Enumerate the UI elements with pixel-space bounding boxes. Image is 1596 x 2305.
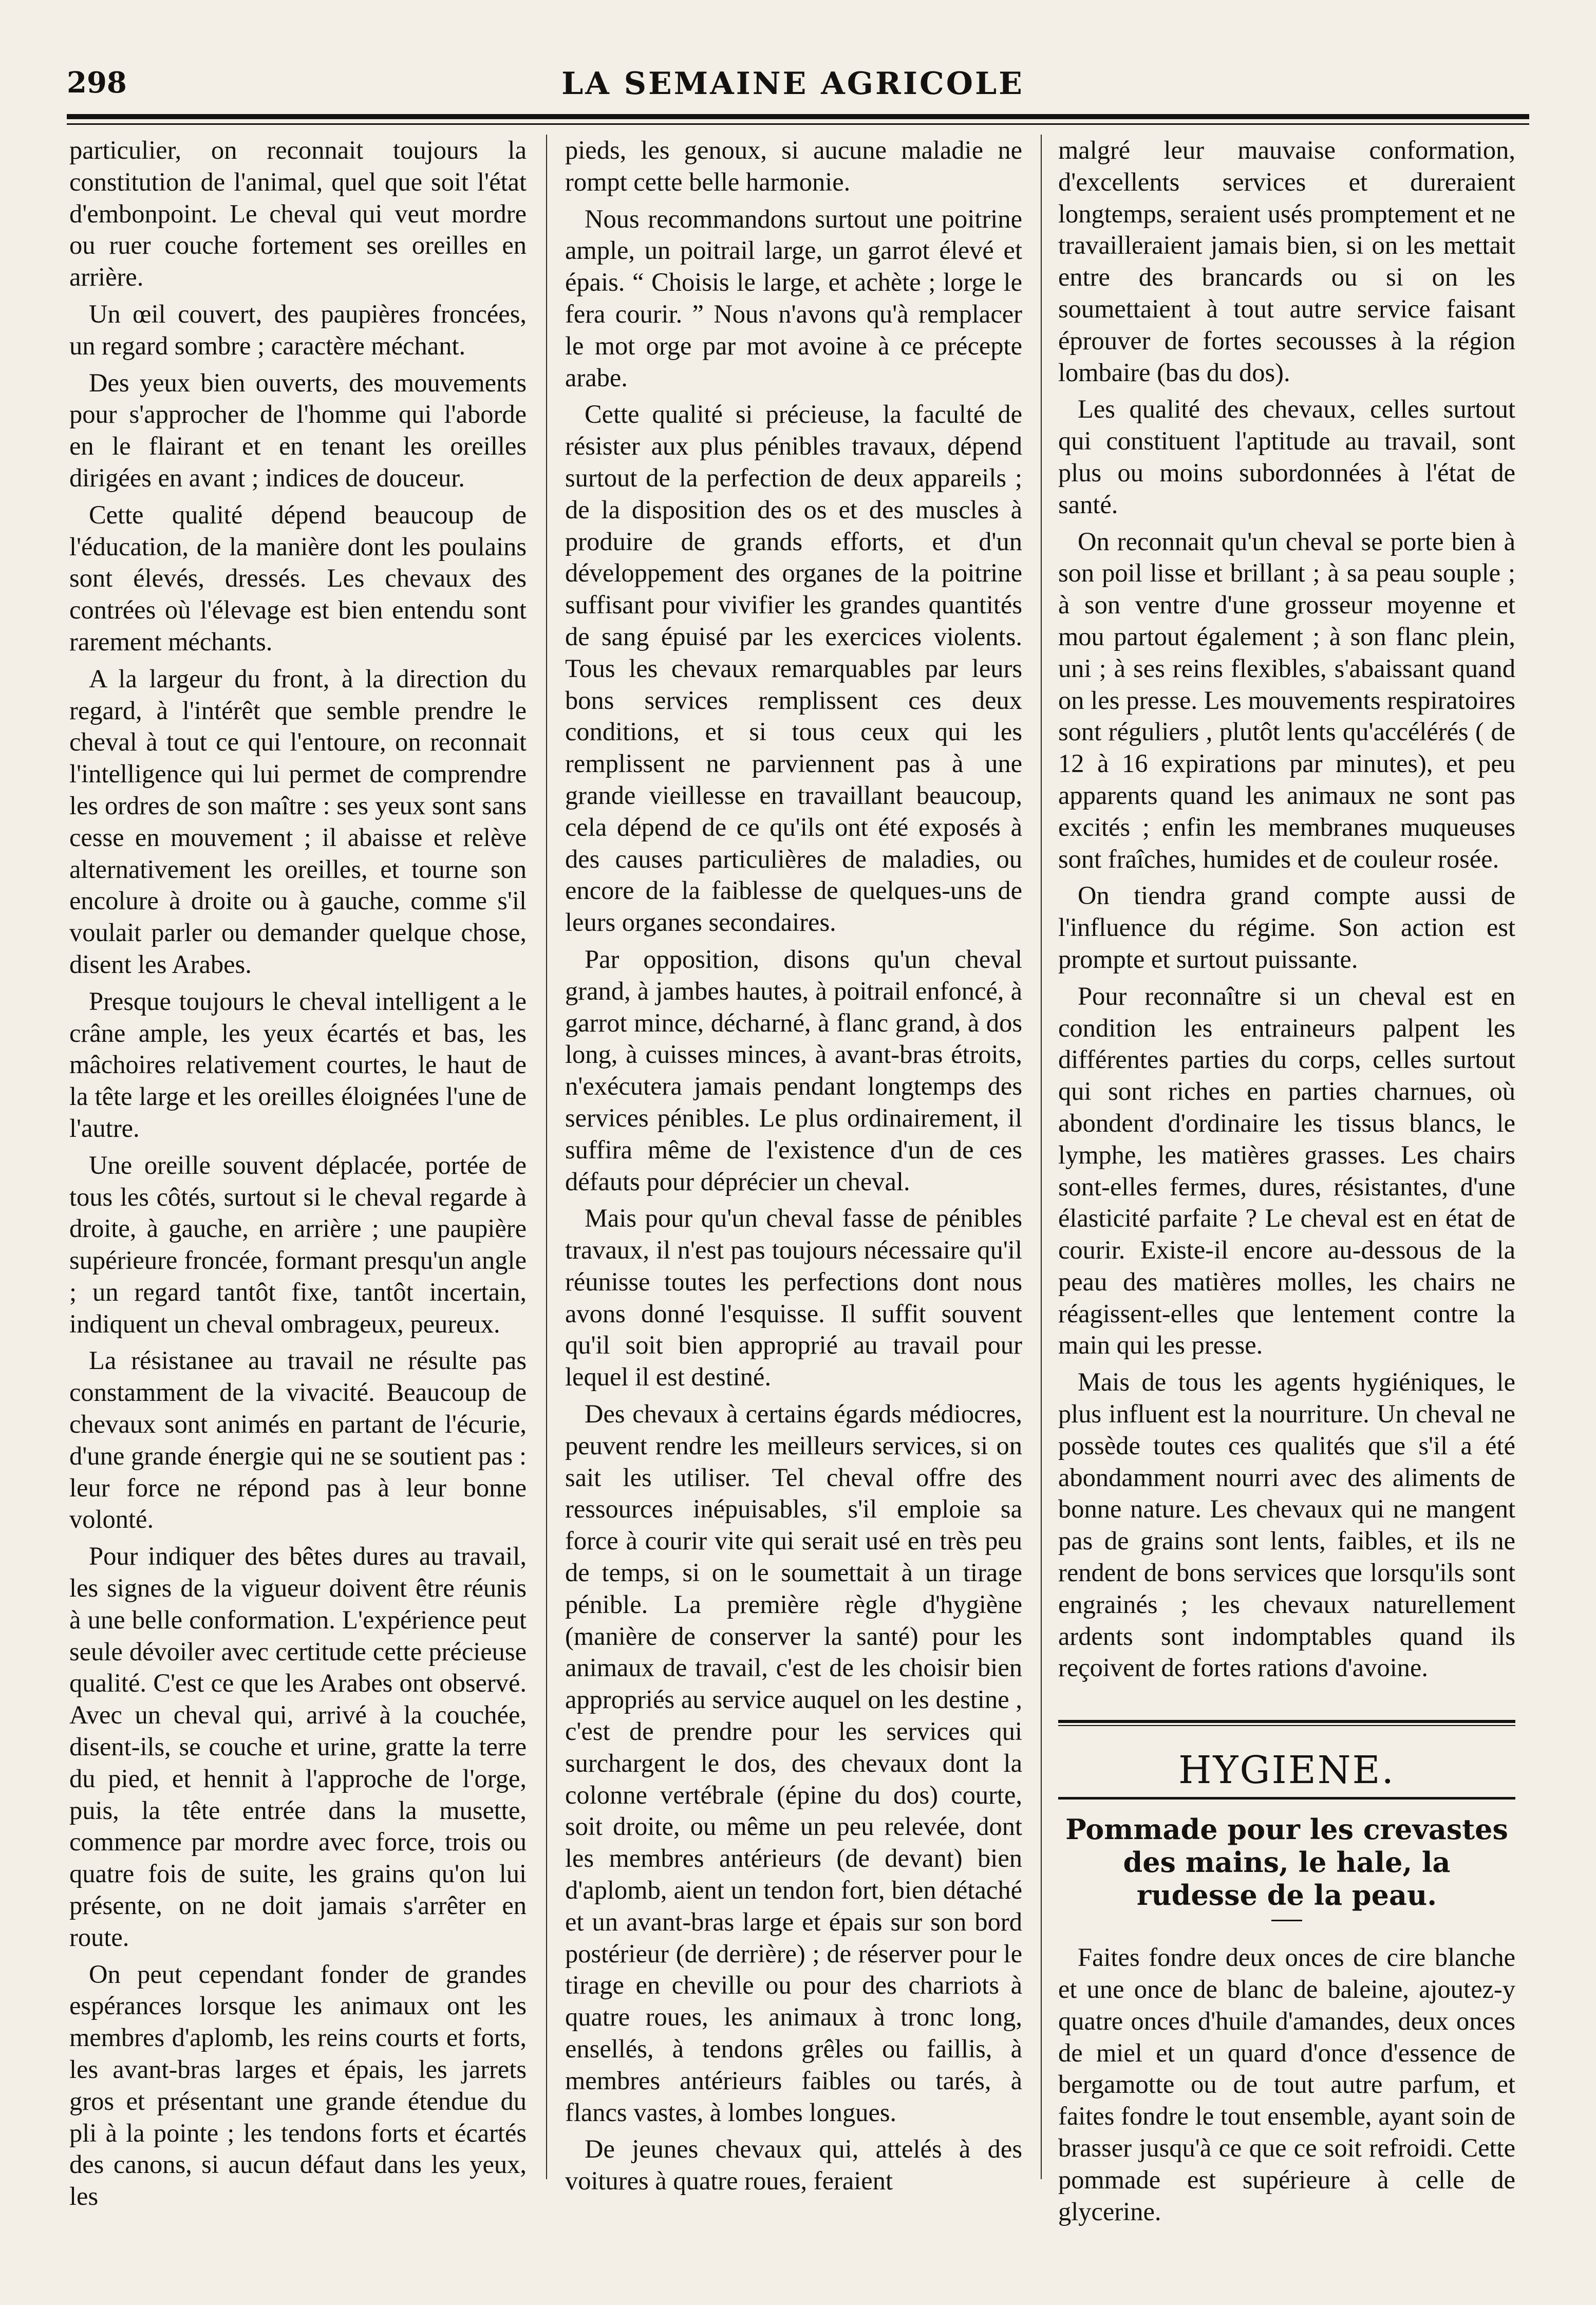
section-rule bbox=[1058, 1725, 1515, 1726]
paragraph: Un œil couvert, des paupières froncées, un regard sombre ; caractère méchant. bbox=[69, 299, 527, 360]
column-3 bbox=[1058, 135, 1515, 2226]
section-rule bbox=[1058, 1797, 1515, 1800]
recipe-title: Pommade pour les crevastes des mains, le hale, la rudesse de la peau. bbox=[1065, 1813, 1508, 1912]
running-head bbox=[67, 66, 1519, 107]
paragraph: On reconnait qu'un cheval se porte bien à son poil lisse et brillant ; à sa peau souple ; à son ventre d'une grosseur moyenne et mou partout également ; à son flanc plein, uni ; à ses reins flexibles, s'abaissant quand on les presse. Les mouvements respiratoires sont réguliers , plutôt lents qu'accélérés ( de 12 à 16 expirations par minutes), et peu apparents quand les animaux ne sont pas excités ; enfin les membranes muqueuses sont fraîches, humides et de couleur rosée. bbox=[1058, 527, 1515, 873]
paragraph: La résistanee au travail ne résulte pas constamment de la vivacité. Beaucoup de chevaux sont animés en partant de l'écurie, d'une grande énergie qui ne se soutient pas : leur force ne répond pas à leur bonne volonté. bbox=[69, 1346, 527, 1534]
paragraph: De jeunes chevaux qui, attelés à des voitures à quatre roues, feraient bbox=[565, 2134, 1022, 2196]
paragraph: pieds, les genoux, si aucune maladie ne rompt cette belle harmonie. bbox=[565, 136, 1022, 196]
journal-title: LA SEMAINE AGRICOLE bbox=[561, 66, 1024, 102]
paragraph: A la largeur du front, à la direction du regard, à l'intérêt que semble prendre le cheval à tout ce qui l'entoure, on reconnait l'intelligence qui lui permet de comprendre les ordres de son maître : ses yeux sont sans cesse en mouvement ; il abaisse et relève alternativement les oreilles, et tourne son encolure à droite ou à gauche, comme s'il voulait parler ou demander quelque chose, disent les Arabes. bbox=[69, 664, 527, 979]
paragraph: On tiendra grand compte aussi de l'influence du régime. Son action est prompte et surtout puissante. bbox=[1058, 881, 1515, 973]
paragraph: Les qualité des chevaux, celles surtout qui constituent l'aptitude au travail, sont plus ou moins subordonnées à l'état de santé. bbox=[1058, 395, 1515, 519]
page-number: 298 bbox=[67, 66, 127, 100]
paragraph: Pour reconnaître si un cheval est en condition les entraineurs palpent les différentes parties du corps, celles surtout qui sont riches en parties charnues, où abondent d'ordinaire les tissus blancs, le lymphe, les matières grasses. Les chairs sont-elles fermes, dures, résistantes, d'une élasticité parfaite ? Le cheval est en état de courir. Existe-il encore au-dessous de la peau des matières molles, les chairs ne réagissent-elles que lentement contre la main qui les presse. bbox=[1058, 981, 1515, 1360]
section-rule bbox=[1058, 1720, 1515, 1723]
column-2 bbox=[565, 135, 1022, 2196]
paragraph: Mais de tous les agents hygiéniques, le plus influent est la nourriture. Un cheval ne possède toutes ces qualités que s'il a été abondamment nourri avec des aliments de bonne nature. Les chevaux qui ne mangent pas de grains sont lents, faibles, et ils ne rendent de bons services que lorsqu'ils sont engrainés ; les chevaux naturellement ardents sont indomptables quand ils reçoivent de fortes rations d'avoine. bbox=[1058, 1367, 1515, 1682]
column-1 bbox=[69, 135, 527, 2211]
paragraph: malgré leur mauvaise conformation, d'excellents services et dureraient longtemps, seraient usés promptement et ne travailleraient jamais bien, si on les mettait entre des brancards ou si on les soumettaient à tout autre service faisant éprouver de fortes secousses à la région lombaire (bas du dos). bbox=[1058, 136, 1515, 387]
section-title-hygiene: HYGIENE. bbox=[1178, 1748, 1396, 1793]
paragraph: On peut cependant fonder de grandes espérances lorsque les animaux ont les membres d'aplomb, les reins courts et forts, les avant-bras larges et épais, les jarrets gros et présentant une grande étendue du pli à la pointe ; les tendons forts et écartés des canons, si aucun défaut dans les yeux, les bbox=[69, 1959, 527, 2211]
header-rule-thick bbox=[67, 114, 1529, 119]
paragraph: Des yeux bien ouverts, des mouvements pour s'approcher de l'homme qui l'aborde en le flairant et en tenant les oreilles dirigées en avant ; indices de douceur. bbox=[69, 368, 527, 492]
recipe-paragraph: Faites fondre deux onces de cire blanche et une once de blanc de baleine, ajoutez-y quatre onces d'huile d'amandes, deux onces de miel et un quard d'once d'essence de bergamotte ou de tout autre parfum, et faites fondre le tout ensemble, ayant soin de brasser jusqu'à ce que ce soit refroidi. Cette pommade est supérieure à celle de glycerine. bbox=[1058, 1943, 1515, 2226]
paragraph: Des chevaux à certains égards médiocres, peuvent rendre les meilleurs services, si on sait les utiliser. Tel cheval offre des ressources inépuisables, s'il emploie sa force à courir vite qui serait usé en très peu de temps, si on le soumettait à un tirage pénible. La première règle d'hygiène (manière de conserver la santé) pour les animaux de travail, c'est de les choisir bien appropriés au service auquel on les destine , c'est de prendre pour les services qui surchargent le dos, des chevaux dont la colonne vertébrale (épine du dos) courte, soit droite, ou même un peu relevée, dont les membres antérieurs (de devant) bien d'aplomb, aient un tendon fort, bien détaché et un avant-bras large et épais sur son bord postérieur (de derrière) ; de réserver pour le tirage en cheville ou pour des charriots à quatre roues, les animaux à tronc long, ensellés, à tendons grêles ou faillis, à membres antérieurs faibles ou tarés, à flancs vastes, à lombes longues. bbox=[565, 1399, 1022, 2127]
paragraph: Presque toujours le cheval intelligent a le crâne ample, les yeux écartés et bas, les mâchoires relativement courtes, le haut de la tête large et les oreilles éloignées l'une de l'autre. bbox=[69, 986, 527, 1142]
paragraph: Une oreille souvent déplacée, portée de tous les côtés, surtout si le cheval regarde à droite, à gauche, en arrière ; une paupière supérieure froncée, formant presqu'un angle ; un regard tantôt fixe, tantôt incertain, indiquent un cheval ombrageux, peureux. bbox=[69, 1150, 527, 1338]
column-divider bbox=[1041, 135, 1042, 2179]
title-dash bbox=[1271, 1920, 1302, 1921]
column-divider bbox=[546, 135, 547, 2179]
paragraph: Nous recommandons surtout une poitrine ample, un poitrail large, un garrot élevé et épais. “ Choisis le large, et achète ; lorge le fera courir. ” Nous n'avons qu'à remplacer le mot orge par mot avoine à ce précepte arabe. bbox=[565, 204, 1022, 392]
paragraph: Par opposition, disons qu'un cheval grand, à jambes hautes, à poitrail enfoncé, à garrot mince, décharné, à flanc grand, à dos long, à cuisses minces, à avant-bras étroits, n'exécutera jamais pendant longtemps des services pénibles. Le plus ordinairement, il suffira même de l'existence d'un de ces défauts pour déprécier un cheval. bbox=[565, 944, 1022, 1196]
paragraph: particulier, on reconnait toujours la constitution de l'animal, quel que soit l'état d'embonpoint. Le cheval qui veut mordre ou ruer couche fortement ses oreilles en arrière. bbox=[69, 136, 527, 292]
paragraph: Mais pour qu'un cheval fasse de pénibles travaux, il n'est pas toujours nécessaire qu'il réunisse toutes les perfections dont nous avons donné l'esquisse. Il suffit souvent qu'il soit bien approprié au travail pour lequel il est destiné. bbox=[565, 1204, 1022, 1392]
header-rule-thin bbox=[67, 123, 1529, 125]
paragraph: Cette qualité dépend beaucoup de l'éducation, de la manière dont les poulains sont élevés, dressés. Les chevaux des contrées où l'élevage est bien entendu sont rarement méchants. bbox=[69, 500, 527, 656]
paragraph: Cette qualité si précieuse, la faculté de résister aux plus pénibles travaux, dépend surtout de la perfection de deux appareils ; de la disposition des os et des muscles à produire de grands efforts, et d'un développement des organes de la poitrine suffisant pour vivifier les grandes quantités de sang épuisé par les exercices violents. Tous les chevaux remarquables par leurs bons services remplissent ces deux conditions, et si tous ceux qui les remplissent ne parviennent pas à une grande vieillesse en travaillant beaucoup, cela dépend de ce qu'ils ont été exposés à des causes particulières de maladies, ou encore de la faiblesse de quelques-uns de leurs organes secondaires. bbox=[565, 400, 1022, 937]
paragraph: Pour indiquer des bêtes dures au travail, les signes de la vigueur doivent être réunis à une belle conformation. L'expérience peut seule dévoiler avec certitude cette précieuse qualité. C'est ce que les Arabes ont observé. Avec un cheval qui, arrivé à la couchée, disent-ils, se couche et urine, gratte la terre du pied, et hennit à l'approche de l'orge, puis, la tête entrée dans la musette, commence par mordre avec force, trois ou quatre fois de suite, les grains qu'on lui présente, on ne doit jamais s'arrêter en route. bbox=[69, 1542, 527, 1952]
